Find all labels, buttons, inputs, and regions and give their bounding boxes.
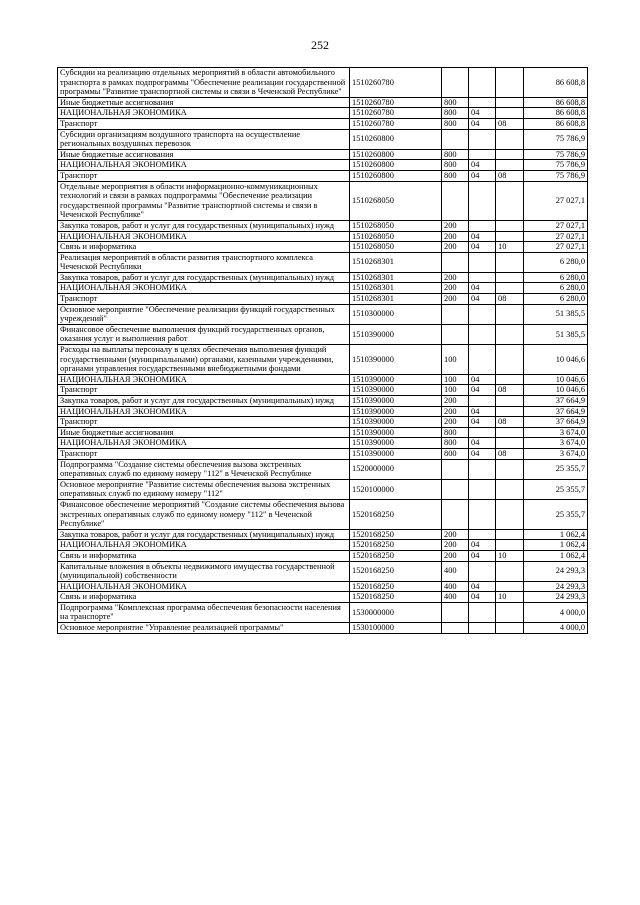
row-subsection: [496, 529, 524, 540]
row-code: 1510390000: [350, 427, 442, 438]
row-section: 04: [469, 374, 496, 385]
row-subsection: [496, 479, 524, 499]
row-amount: 10 046,6: [524, 385, 588, 396]
table-row: [58, 427, 588, 438]
row-subsection: 10: [496, 550, 524, 561]
row-name: Транспорт: [58, 385, 350, 396]
row-subsection: [496, 396, 524, 407]
row-amount: 3 674,0: [524, 448, 588, 459]
row-code: 1530100000: [350, 623, 442, 634]
row-expense-kind: [442, 324, 469, 344]
row-code: 1510268301: [350, 252, 442, 272]
row-name: Закупка товаров, работ и услуг для государственных (муниципальных) нужд: [58, 220, 350, 231]
row-amount: 4 000,0: [524, 623, 588, 634]
row-name: НАЦИОНАЛЬНАЯ ЭКОНОМИКА: [58, 374, 350, 385]
row-subsection: [496, 540, 524, 551]
row-amount: 25 355,7: [524, 499, 588, 529]
table-row: [58, 529, 588, 540]
row-expense-kind: 200: [442, 540, 469, 551]
table-row: [58, 324, 588, 344]
row-expense-kind: [442, 623, 469, 634]
row-subsection: [496, 406, 524, 417]
row-section: 04: [469, 592, 496, 603]
row-code: 1510390000: [350, 385, 442, 396]
row-section: 04: [469, 417, 496, 428]
row-name: Транспорт: [58, 417, 350, 428]
row-subsection: [496, 427, 524, 438]
row-code: 1510390000: [350, 448, 442, 459]
row-subsection: [496, 581, 524, 592]
row-expense-kind: 200: [442, 550, 469, 561]
table-row: [58, 385, 588, 396]
row-subsection: [496, 561, 524, 581]
row-subsection: [496, 283, 524, 294]
row-section: 04: [469, 283, 496, 294]
row-section: [469, 479, 496, 499]
row-name: Иные бюджетные ассигнования: [58, 149, 350, 160]
row-expense-kind: 800: [442, 108, 469, 119]
row-expense-kind: 800: [442, 448, 469, 459]
row-section: [469, 149, 496, 160]
row-expense-kind: [442, 459, 469, 479]
row-section: [469, 529, 496, 540]
row-subsection: [496, 181, 524, 220]
row-expense-kind: [442, 602, 469, 622]
row-expense-kind: 200: [442, 242, 469, 253]
row-expense-kind: 400: [442, 581, 469, 592]
row-code: 1510390000: [350, 324, 442, 344]
row-name: Капитальные вложения в объекты недвижимого имущества государственной (муниципальной) собственности: [58, 561, 350, 581]
row-name: Закупка товаров, работ и услуг для государственных (муниципальных) нужд: [58, 272, 350, 283]
row-expense-kind: 200: [442, 272, 469, 283]
row-code: 1520168250: [350, 540, 442, 551]
row-name: НАЦИОНАЛЬНАЯ ЭКОНОМИКА: [58, 231, 350, 242]
row-name: Закупка товаров, работ и услуг для государственных (муниципальных) нужд: [58, 396, 350, 407]
row-code: 1510268050: [350, 231, 442, 242]
row-section: 04: [469, 385, 496, 396]
row-amount: 37 664,9: [524, 417, 588, 428]
table-row: [58, 592, 588, 603]
row-name: НАЦИОНАЛЬНАЯ ЭКОНОМИКА: [58, 540, 350, 551]
row-expense-kind: 100: [442, 374, 469, 385]
row-section: [469, 97, 496, 108]
row-expense-kind: [442, 252, 469, 272]
row-code: 1520168250: [350, 550, 442, 561]
row-code: 1530000000: [350, 602, 442, 622]
table-row: [58, 304, 588, 324]
row-amount: 24 293,3: [524, 561, 588, 581]
row-expense-kind: [442, 129, 469, 149]
row-amount: 1 062,4: [524, 540, 588, 551]
row-amount: 10 046,6: [524, 345, 588, 375]
row-subsection: [496, 160, 524, 171]
row-code: 1510268050: [350, 242, 442, 253]
row-name: Транспорт: [58, 118, 350, 129]
row-section: [469, 129, 496, 149]
table-row: [58, 406, 588, 417]
row-subsection: [496, 97, 524, 108]
row-expense-kind: 800: [442, 170, 469, 181]
row-subsection: 08: [496, 118, 524, 129]
row-expense-kind: 200: [442, 529, 469, 540]
row-code: 1510268050: [350, 220, 442, 231]
table-row: [58, 283, 588, 294]
row-name: Основное мероприятие "Обеспечение реализации функций государственных учреждений": [58, 304, 350, 324]
row-subsection: [496, 68, 524, 98]
row-section: [469, 252, 496, 272]
row-section: [469, 396, 496, 407]
row-section: 04: [469, 406, 496, 417]
table-row: [58, 242, 588, 253]
row-name: Реализация мероприятий в области развития транспортного комплекса Чеченской Республики: [58, 252, 350, 272]
row-expense-kind: [442, 304, 469, 324]
table-row: [58, 108, 588, 119]
row-subsection: [496, 374, 524, 385]
row-section: [469, 272, 496, 283]
row-code: 1520100000: [350, 479, 442, 499]
row-subsection: [496, 108, 524, 119]
row-amount: 75 786,9: [524, 149, 588, 160]
row-code: 1510390000: [350, 438, 442, 449]
row-expense-kind: 200: [442, 396, 469, 407]
row-amount: 24 293,3: [524, 581, 588, 592]
row-section: [469, 499, 496, 529]
row-name: Связь и информатика: [58, 550, 350, 561]
row-section: 04: [469, 170, 496, 181]
row-amount: 75 786,9: [524, 170, 588, 181]
row-section: [469, 324, 496, 344]
row-code: 1510390000: [350, 417, 442, 428]
row-amount: 6 280,0: [524, 272, 588, 283]
row-name: Иные бюджетные ассигнования: [58, 427, 350, 438]
row-section: [469, 427, 496, 438]
table-row: [58, 160, 588, 171]
row-name: Субсидии на реализацию отдельных мероприятий в области автомобильного транспорта в рамках подпрограммы "Обеспечение реализации государственной программы "Развитие транспортной системы и связи в Чеченской Республике": [58, 68, 350, 98]
table-row: [58, 345, 588, 375]
row-amount: 27 027,1: [524, 220, 588, 231]
row-section: 04: [469, 108, 496, 119]
row-code: 1510300000: [350, 304, 442, 324]
row-subsection: 08: [496, 170, 524, 181]
row-amount: 6 280,0: [524, 283, 588, 294]
table-row: [58, 149, 588, 160]
table-row: [58, 374, 588, 385]
row-code: 1510260780: [350, 68, 442, 98]
row-name: Финансовое обеспечение мероприятий "Создание системы обеспечения вызова экстренных оперативных служб по единому номеру "112" в Чеченской Республике": [58, 499, 350, 529]
budget-table-body: [58, 68, 588, 634]
row-amount: 51 385,5: [524, 304, 588, 324]
row-subsection: [496, 272, 524, 283]
table-row: [58, 272, 588, 283]
row-name: НАЦИОНАЛЬНАЯ ЭКОНОМИКА: [58, 438, 350, 449]
row-subsection: 08: [496, 294, 524, 305]
row-section: [469, 304, 496, 324]
row-code: 1510260800: [350, 129, 442, 149]
row-subsection: [496, 129, 524, 149]
table-row: [58, 97, 588, 108]
row-expense-kind: 200: [442, 417, 469, 428]
row-amount: 3 674,0: [524, 427, 588, 438]
row-expense-kind: 200: [442, 231, 469, 242]
row-name: Субсидии организациям воздушного транспорта на осуществление региональных воздушных перевозок: [58, 129, 350, 149]
row-subsection: [496, 231, 524, 242]
row-expense-kind: 400: [442, 561, 469, 581]
table-row: [58, 602, 588, 622]
row-subsection: 10: [496, 592, 524, 603]
row-amount: 86 608,8: [524, 118, 588, 129]
row-amount: 6 280,0: [524, 294, 588, 305]
row-amount: 10 046,6: [524, 374, 588, 385]
row-expense-kind: [442, 479, 469, 499]
row-amount: 86 608,8: [524, 108, 588, 119]
row-subsection: 08: [496, 385, 524, 396]
row-amount: 4 000,0: [524, 602, 588, 622]
row-code: 1510390000: [350, 374, 442, 385]
table-row: [58, 581, 588, 592]
row-name: Подпрограмма "Комплексная программа обеспечения безопасности населения на транспорте": [58, 602, 350, 622]
row-amount: 1 062,4: [524, 529, 588, 540]
row-name: Транспорт: [58, 294, 350, 305]
row-code: 1520168250: [350, 529, 442, 540]
row-code: 1520168250: [350, 592, 442, 603]
row-name: Иные бюджетные ассигнования: [58, 97, 350, 108]
row-subsection: [496, 623, 524, 634]
table-row: [58, 118, 588, 129]
table-row: [58, 220, 588, 231]
row-section: 04: [469, 550, 496, 561]
table-row: [58, 459, 588, 479]
table-row: [58, 479, 588, 499]
row-expense-kind: 800: [442, 160, 469, 171]
row-expense-kind: 800: [442, 438, 469, 449]
row-expense-kind: 400: [442, 592, 469, 603]
row-section: 04: [469, 540, 496, 551]
budget-table: [57, 67, 588, 634]
row-section: [469, 345, 496, 375]
row-name: Транспорт: [58, 448, 350, 459]
table-row: [58, 170, 588, 181]
row-subsection: [496, 499, 524, 529]
row-code: 1520168250: [350, 499, 442, 529]
row-amount: 75 786,9: [524, 129, 588, 149]
row-section: [469, 220, 496, 231]
table-row: [58, 294, 588, 305]
row-amount: 1 062,4: [524, 550, 588, 561]
row-code: 1510260800: [350, 170, 442, 181]
row-subsection: [496, 149, 524, 160]
row-code: 1510260780: [350, 97, 442, 108]
row-code: 1510390000: [350, 345, 442, 375]
row-name: НАЦИОНАЛЬНАЯ ЭКОНОМИКА: [58, 581, 350, 592]
table-row: [58, 417, 588, 428]
row-subsection: [496, 252, 524, 272]
row-subsection: 10: [496, 242, 524, 253]
row-section: 04: [469, 294, 496, 305]
row-amount: 37 664,9: [524, 396, 588, 407]
table-row: [58, 438, 588, 449]
row-code: 1510268301: [350, 272, 442, 283]
row-expense-kind: 800: [442, 97, 469, 108]
row-section: 04: [469, 231, 496, 242]
row-expense-kind: 800: [442, 427, 469, 438]
row-amount: 6 280,0: [524, 252, 588, 272]
row-name: Подпрограмма "Создание системы обеспечения вызова экстренных оперативных служб по единому номеру "112" в Чеченской Республике: [58, 459, 350, 479]
row-expense-kind: 200: [442, 283, 469, 294]
table-row: [58, 499, 588, 529]
table-row: [58, 396, 588, 407]
row-section: 04: [469, 448, 496, 459]
row-subsection: [496, 304, 524, 324]
row-code: 1510390000: [350, 396, 442, 407]
row-name: НАЦИОНАЛЬНАЯ ЭКОНОМИКА: [58, 406, 350, 417]
row-section: 04: [469, 118, 496, 129]
row-code: 1510268301: [350, 283, 442, 294]
row-subsection: [496, 324, 524, 344]
row-amount: 27 027,1: [524, 231, 588, 242]
row-subsection: [496, 602, 524, 622]
row-amount: 25 355,7: [524, 479, 588, 499]
row-expense-kind: [442, 499, 469, 529]
row-code: 1520168250: [350, 561, 442, 581]
row-name: Основное мероприятие "Развитие системы обеспечения вызова экстренных оперативных служб по единому номеру "112": [58, 479, 350, 499]
row-amount: 27 027,1: [524, 242, 588, 253]
row-amount: 86 608,8: [524, 68, 588, 98]
row-amount: 51 385,5: [524, 324, 588, 344]
row-expense-kind: [442, 181, 469, 220]
row-name: НАЦИОНАЛЬНАЯ ЭКОНОМИКА: [58, 160, 350, 171]
table-row: [58, 252, 588, 272]
table-row: [58, 540, 588, 551]
row-name: Связь и информатика: [58, 592, 350, 603]
row-expense-kind: 200: [442, 294, 469, 305]
row-amount: 27 027,1: [524, 181, 588, 220]
row-subsection: [496, 345, 524, 375]
row-section: [469, 68, 496, 98]
row-expense-kind: [442, 68, 469, 98]
row-name: Финансовое обеспечение выполнения функций государственных органов, оказания услуг и выполнения работ: [58, 324, 350, 344]
row-expense-kind: 800: [442, 149, 469, 160]
row-section: [469, 459, 496, 479]
row-subsection: [496, 459, 524, 479]
row-name: Закупка товаров, работ и услуг для государственных (муниципальных) нужд: [58, 529, 350, 540]
row-code: 1510390000: [350, 406, 442, 417]
table-row: [58, 623, 588, 634]
row-expense-kind: 100: [442, 345, 469, 375]
row-name: Основное мероприятие "Управление реализацией программы": [58, 623, 350, 634]
row-amount: 24 293,3: [524, 592, 588, 603]
row-expense-kind: 800: [442, 118, 469, 129]
row-section: [469, 561, 496, 581]
row-amount: 3 674,0: [524, 438, 588, 449]
row-name: НАЦИОНАЛЬНАЯ ЭКОНОМИКА: [58, 283, 350, 294]
row-section: 04: [469, 438, 496, 449]
row-section: 04: [469, 160, 496, 171]
row-name: Расходы на выплаты персоналу в целях обеспечения выполнения функций государственными (муниципальными) органами, казенными учреждениями, органами управления государственными внебюджетными фондами: [58, 345, 350, 375]
row-section: [469, 181, 496, 220]
row-expense-kind: 200: [442, 220, 469, 231]
row-code: 1510260800: [350, 160, 442, 171]
row-expense-kind: 200: [442, 406, 469, 417]
row-expense-kind: 100: [442, 385, 469, 396]
row-code: 1510268301: [350, 294, 442, 305]
table-row: [58, 550, 588, 561]
row-code: 1510268050: [350, 181, 442, 220]
row-subsection: [496, 438, 524, 449]
row-section: [469, 602, 496, 622]
row-subsection: [496, 220, 524, 231]
table-row: [58, 181, 588, 220]
row-amount: 75 786,9: [524, 160, 588, 171]
row-name: НАЦИОНАЛЬНАЯ ЭКОНОМИКА: [58, 108, 350, 119]
row-code: 1520168250: [350, 581, 442, 592]
row-amount: 37 664,9: [524, 406, 588, 417]
row-subsection: 08: [496, 448, 524, 459]
table-row: [58, 129, 588, 149]
row-code: 1510260800: [350, 149, 442, 160]
table-row: [58, 231, 588, 242]
table-row: [58, 68, 588, 98]
row-amount: 25 355,7: [524, 459, 588, 479]
row-amount: 86 608,8: [524, 97, 588, 108]
page-number: 252: [311, 38, 329, 52]
row-section: 04: [469, 581, 496, 592]
row-name: Отдельные мероприятия в области информационно-коммуникационных технологий и связи в рамках подпрограммы "Обеспечение реализации государственной программы "Развитие транспортной системы и связи в Чеченской Республике": [58, 181, 350, 220]
row-code: 1520000000: [350, 459, 442, 479]
row-section: [469, 623, 496, 634]
table-row: [58, 561, 588, 581]
row-name: Связь и информатика: [58, 242, 350, 253]
row-subsection: 08: [496, 417, 524, 428]
table-row: [58, 448, 588, 459]
row-name: Транспорт: [58, 170, 350, 181]
row-code: 1510260780: [350, 118, 442, 129]
row-section: 04: [469, 242, 496, 253]
row-code: 1510260780: [350, 108, 442, 119]
